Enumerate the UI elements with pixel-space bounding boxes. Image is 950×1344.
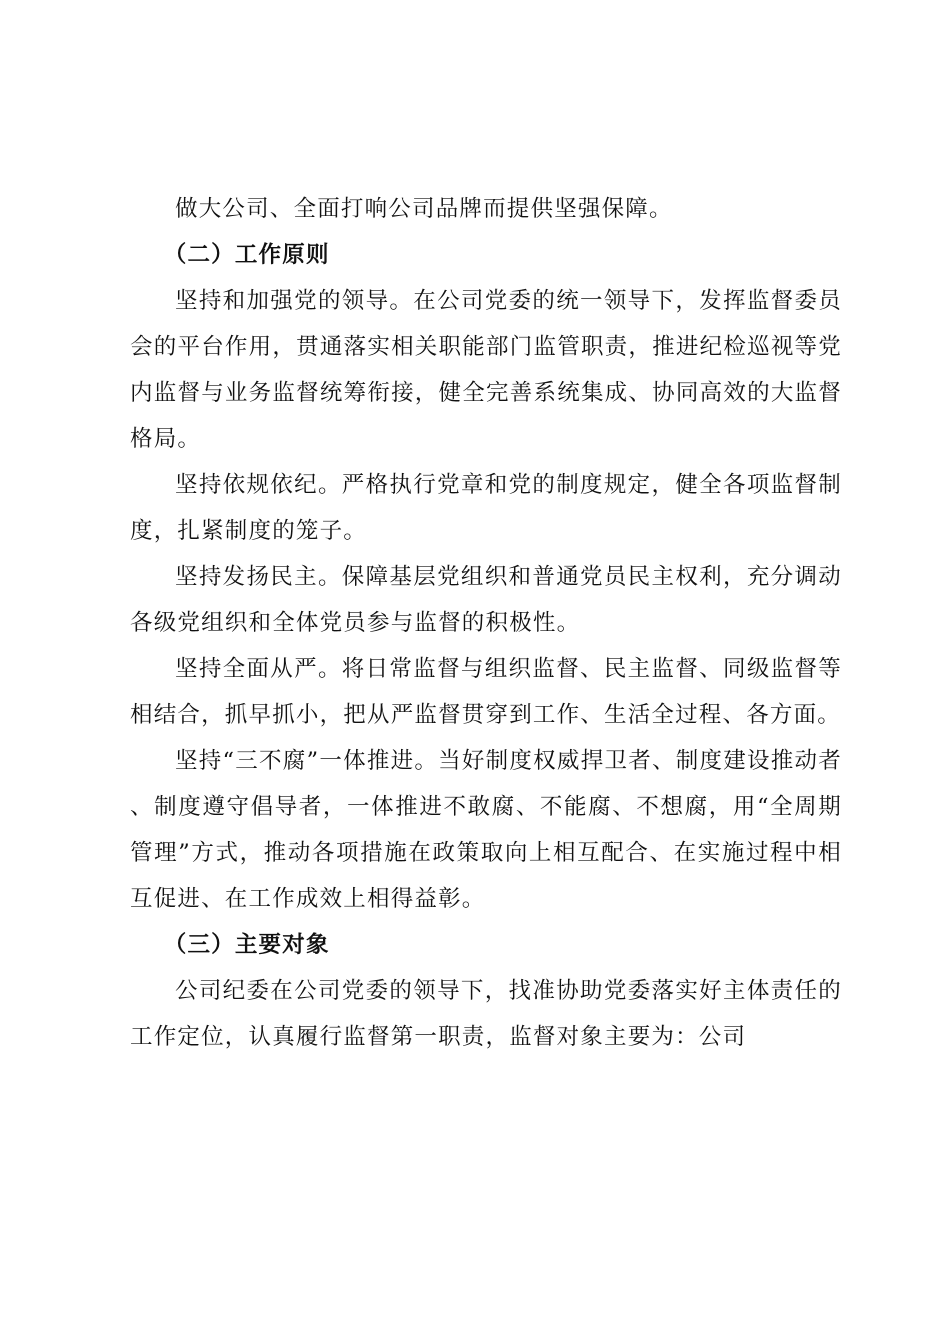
paragraph-democracy: 坚持发扬民主。保障基层党组织和普通党员民主权利，充分调动各级党组织和全体党员参与监督的积极性。 <box>130 564 842 636</box>
paragraph-party-leadership: 坚持和加强党的领导。在公司党委的统一领导下，发挥监督委员会的平台作用，贯通落实相关职能部门监管职责，推进纪检巡视等党内监督与业务监督统筹衔接，健全完善系统集成、协同高效的大监督格局。 <box>130 288 842 452</box>
section-heading-main-objects: （三）主要对象 <box>163 932 330 958</box>
paragraph-intro-continuation: 做大公司、全面打响公司品牌而提供坚强保障。 <box>175 196 673 222</box>
paragraph-discipline-committee: 公司纪委在公司党委的领导下，找准协助党委落实好主体责任的工作定位，认真履行监督第一职责，监督对象主要为：公司 <box>130 978 842 1050</box>
section-heading-work-principles: （二）工作原则 <box>163 242 330 268</box>
paragraph-comprehensive-strictness: 坚持全面从严。将日常监督与组织监督、民主监督、同级监督等相结合，抓早抓小，把从严监督贯穿到工作、生活全过程、各方面。 <box>130 656 842 728</box>
paragraph-rules-discipline: 坚持依规依纪。严格执行党章和党的制度规定，健全各项监督制度，扎紧制度的笼子。 <box>130 472 842 544</box>
document-body <box>130 186 842 1060</box>
paragraph-three-no-corruption: 坚持“三不腐”一体推进。当好制度权威捍卫者、制度建设推动者、制度遵守倡导者，一体推进不敢腐、不能腐、不想腐，用“全周期管理”方式，推动各项措施在政策取向上相互配合、在实施过程中相互促进、在工作成效上相得益彰。 <box>130 748 842 912</box>
